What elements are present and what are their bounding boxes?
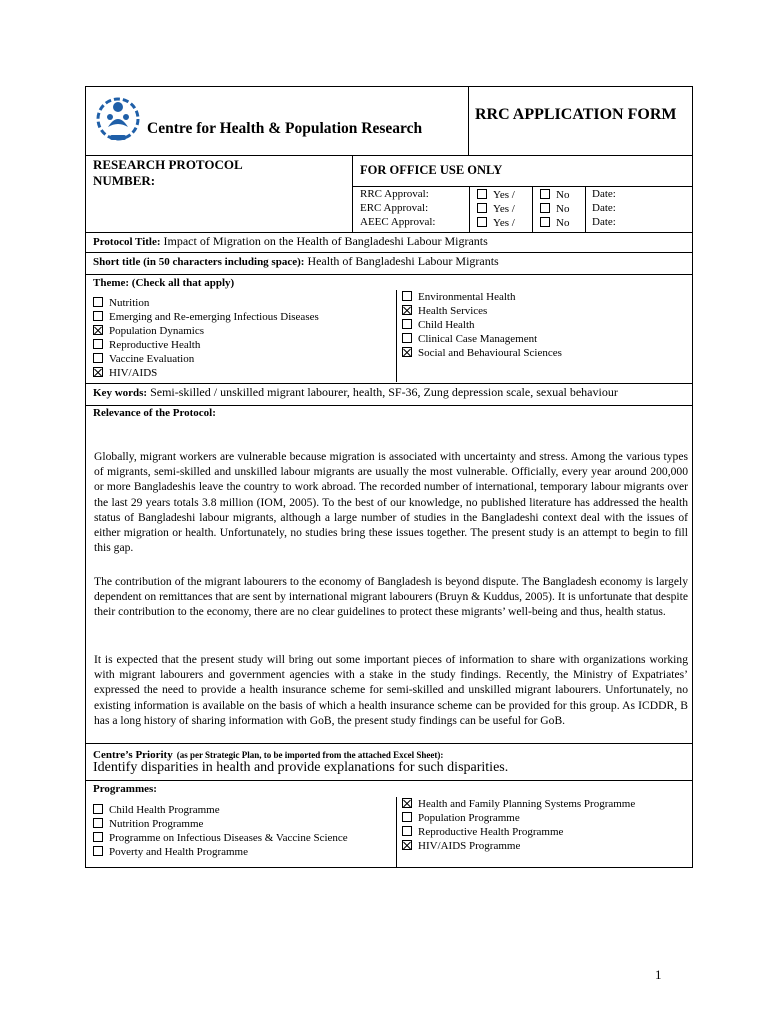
aeec-approval-label: AEEC Approval: bbox=[360, 216, 436, 228]
option-label: Child Health bbox=[418, 319, 475, 331]
aeec-date-label: Date: bbox=[592, 216, 616, 228]
option-label: HIV/AIDS bbox=[109, 367, 158, 379]
checked-checkbox[interactable] bbox=[93, 325, 103, 335]
checkbox[interactable] bbox=[93, 353, 103, 363]
checkbox[interactable] bbox=[93, 804, 103, 814]
checkbox-option[interactable] bbox=[93, 352, 194, 366]
keywords-value[interactable]: Semi-skilled / unskilled migrant labourer, health, SF-36, Zung depression scale, sexual behaviour bbox=[150, 385, 618, 399]
page-number: 1 bbox=[655, 967, 662, 982]
checked-checkbox[interactable] bbox=[93, 367, 103, 377]
option-label: Reproductive Health Programme bbox=[418, 826, 564, 838]
divider bbox=[585, 186, 586, 232]
relevance-paragraph: The contribution of the migrant labourers to the economy of Bangladesh is beyond dispute. The Bangladesh economy is largely dependent on remittances that are sent by international migrant labourers (Bruyn & Kuddus, 2005). It is unfortunate that despite their contribution to the economy, there are no clear guidelines to protect these migrants’ well-being and thus, health status. bbox=[94, 575, 688, 619]
divider bbox=[352, 155, 353, 232]
checkbox[interactable] bbox=[93, 846, 103, 856]
option-label: Population Programme bbox=[418, 812, 520, 824]
option-label: Programme on Infectious Diseases & Vaccine Science bbox=[109, 832, 348, 844]
option-label: HIV/AIDS Programme bbox=[418, 840, 521, 852]
checkbox-option[interactable] bbox=[402, 332, 537, 346]
checkbox[interactable] bbox=[402, 291, 412, 301]
relevance-paragraph: Globally, migrant workers are vulnerable because migration is associated with uncertainty and stress. Among the various types of migrants, semi-skilled and unskilled labour migrants are usually the most vulnerable. Officially, every year around 200,000 or more Bangladeshis leave the country to work abroad. The recorded number of international, temporary labour migrants over the last 29 years totals 3.8 million (IOM, 2005). To the best of our knowledge, no published literature has addressed the health status of Bangladeshi labour migrants, although a large number of studies in the Bangladeshi context deal with the issues of either migration or health. Unfortunately, no studies bring these issues together. The present study is an attempt to begin to fill this gap. bbox=[94, 450, 688, 555]
divider bbox=[396, 290, 397, 382]
priority-label: Centre’s Priority bbox=[93, 749, 173, 761]
checkbox[interactable] bbox=[93, 297, 103, 307]
priority-value[interactable]: Identify disparities in health and provide explanations for such disparities. bbox=[93, 760, 509, 775]
checkbox[interactable] bbox=[402, 319, 412, 329]
checkbox-option[interactable] bbox=[93, 831, 348, 845]
option-label: Environmental Health bbox=[418, 291, 516, 303]
option-label: Poverty and Health Programme bbox=[109, 846, 248, 858]
short-title-label: Short title (in 50 characters including space): bbox=[93, 256, 305, 268]
protocol-title-value[interactable]: Impact of Migration on the Health of Bangladeshi Labour Migrants bbox=[163, 234, 488, 248]
option-label: Social and Behavioural Sciences bbox=[418, 347, 562, 359]
checkbox-option[interactable] bbox=[402, 346, 562, 360]
divider bbox=[86, 232, 692, 233]
checkbox[interactable] bbox=[477, 189, 487, 199]
checkbox-option[interactable] bbox=[402, 825, 563, 839]
divider bbox=[469, 186, 470, 232]
checkbox[interactable] bbox=[93, 818, 103, 828]
checkbox-option[interactable] bbox=[93, 817, 203, 831]
checkbox[interactable] bbox=[93, 832, 103, 842]
aeec-no-option[interactable]: No bbox=[540, 216, 569, 230]
rrc-yes-option[interactable]: Yes / bbox=[477, 188, 515, 202]
checked-checkbox[interactable] bbox=[402, 305, 412, 315]
theme-label: Theme: (Check all that apply) bbox=[93, 277, 235, 289]
divider bbox=[86, 780, 692, 781]
relevance-label: Relevance of the Protocol: bbox=[93, 407, 216, 419]
option-label: Vaccine Evaluation bbox=[109, 353, 195, 365]
option-label: Child Health Programme bbox=[109, 804, 220, 816]
divider bbox=[352, 186, 692, 187]
divider bbox=[86, 405, 692, 406]
option-label: Clinical Case Management bbox=[418, 333, 538, 345]
programmes-label: Programmes: bbox=[93, 783, 157, 795]
option-label: Population Dynamics bbox=[109, 325, 205, 337]
application-form bbox=[85, 86, 693, 868]
checkbox[interactable] bbox=[477, 217, 487, 227]
checkbox-option[interactable] bbox=[93, 366, 157, 380]
option-label: Health and Family Planning Systems Programme bbox=[418, 798, 636, 810]
divider bbox=[532, 186, 533, 232]
checkbox[interactable] bbox=[477, 203, 487, 213]
org-name: Centre for Health & Population Research bbox=[147, 120, 423, 137]
checkbox-option[interactable] bbox=[402, 839, 520, 853]
checkbox-option[interactable] bbox=[402, 797, 635, 811]
checkbox-option[interactable] bbox=[93, 338, 200, 352]
icddrb-logo-icon bbox=[96, 93, 140, 145]
option-label: Nutrition bbox=[109, 297, 150, 309]
option-label: Nutrition Programme bbox=[109, 818, 204, 830]
checkbox[interactable] bbox=[402, 333, 412, 343]
office-use-title: FOR OFFICE USE ONLY bbox=[360, 163, 503, 177]
rrc-approval-label: RRC Approval: bbox=[360, 188, 429, 200]
checked-checkbox[interactable] bbox=[402, 840, 412, 850]
erc-no-option[interactable]: No bbox=[540, 202, 569, 216]
checkbox-option[interactable] bbox=[402, 290, 515, 304]
checkbox[interactable] bbox=[402, 826, 412, 836]
protocol-title-label: Protocol Title: bbox=[93, 236, 161, 248]
checkbox[interactable] bbox=[540, 217, 550, 227]
keywords-label: Key words: bbox=[93, 387, 148, 399]
relevance-paragraph: It is expected that the present study will bring out some important pieces of information to share with organizations working with migrant labourers and government agencies with a stake in the study findings. Recently, the Ministry of Expatriates’ expressed the need to provide a health insurance scheme for semi-skilled and unskilled migrant labourers. Unfortunately, no existing information is available on the basis of which a health insurance scheme can be provided for this group. As ICDDR, B has a long history of sharing information with GoB, the present study findings can be useful for GoB. bbox=[94, 653, 688, 727]
short-title-row bbox=[93, 254, 499, 269]
checked-checkbox[interactable] bbox=[402, 798, 412, 808]
short-title-value[interactable]: Health of Bangladeshi Labour Migrants bbox=[307, 254, 499, 268]
rrc-no-option[interactable]: No bbox=[540, 188, 569, 202]
rrc-date-label: Date: bbox=[592, 188, 616, 200]
option-label: Emerging and Re-emerging Infectious Diseases bbox=[109, 311, 319, 323]
priority-note: (as per Strategic Plan, to be imported from the attached Excel Sheet): bbox=[176, 750, 444, 760]
keywords-row bbox=[93, 385, 618, 400]
option-label: Health Services bbox=[418, 305, 488, 317]
erc-approval-label: ERC Approval: bbox=[360, 202, 429, 214]
divider bbox=[86, 155, 692, 156]
checkbox-option[interactable] bbox=[93, 845, 248, 859]
erc-yes-option[interactable]: Yes / bbox=[477, 202, 515, 216]
divider bbox=[86, 274, 692, 275]
divider bbox=[396, 797, 397, 868]
checkbox[interactable] bbox=[93, 339, 103, 349]
protocol-number-label: RESEARCH PROTOCOL NUMBER: bbox=[93, 157, 242, 188]
checkbox-option[interactable] bbox=[93, 310, 319, 324]
checkbox-option[interactable] bbox=[93, 296, 149, 310]
divider bbox=[468, 87, 469, 155]
divider bbox=[86, 383, 692, 384]
erc-date-label: Date: bbox=[592, 202, 616, 214]
checkbox-option[interactable] bbox=[402, 304, 487, 318]
divider bbox=[86, 743, 692, 744]
checkbox[interactable] bbox=[540, 203, 550, 213]
checkbox-option[interactable] bbox=[402, 811, 520, 825]
checkbox[interactable] bbox=[93, 311, 103, 321]
checkbox[interactable] bbox=[540, 189, 550, 199]
protocol-title-row bbox=[93, 234, 488, 249]
checkbox-option[interactable] bbox=[93, 324, 204, 338]
checkbox[interactable] bbox=[402, 812, 412, 822]
checkbox-option[interactable] bbox=[402, 318, 475, 332]
divider bbox=[86, 252, 692, 253]
option-label: Reproductive Health bbox=[109, 339, 201, 351]
checkbox-option[interactable] bbox=[93, 803, 220, 817]
form-title: RRC APPLICATION FORM bbox=[475, 106, 677, 123]
aeec-yes-option[interactable]: Yes / bbox=[477, 216, 515, 230]
checked-checkbox[interactable] bbox=[402, 347, 412, 357]
